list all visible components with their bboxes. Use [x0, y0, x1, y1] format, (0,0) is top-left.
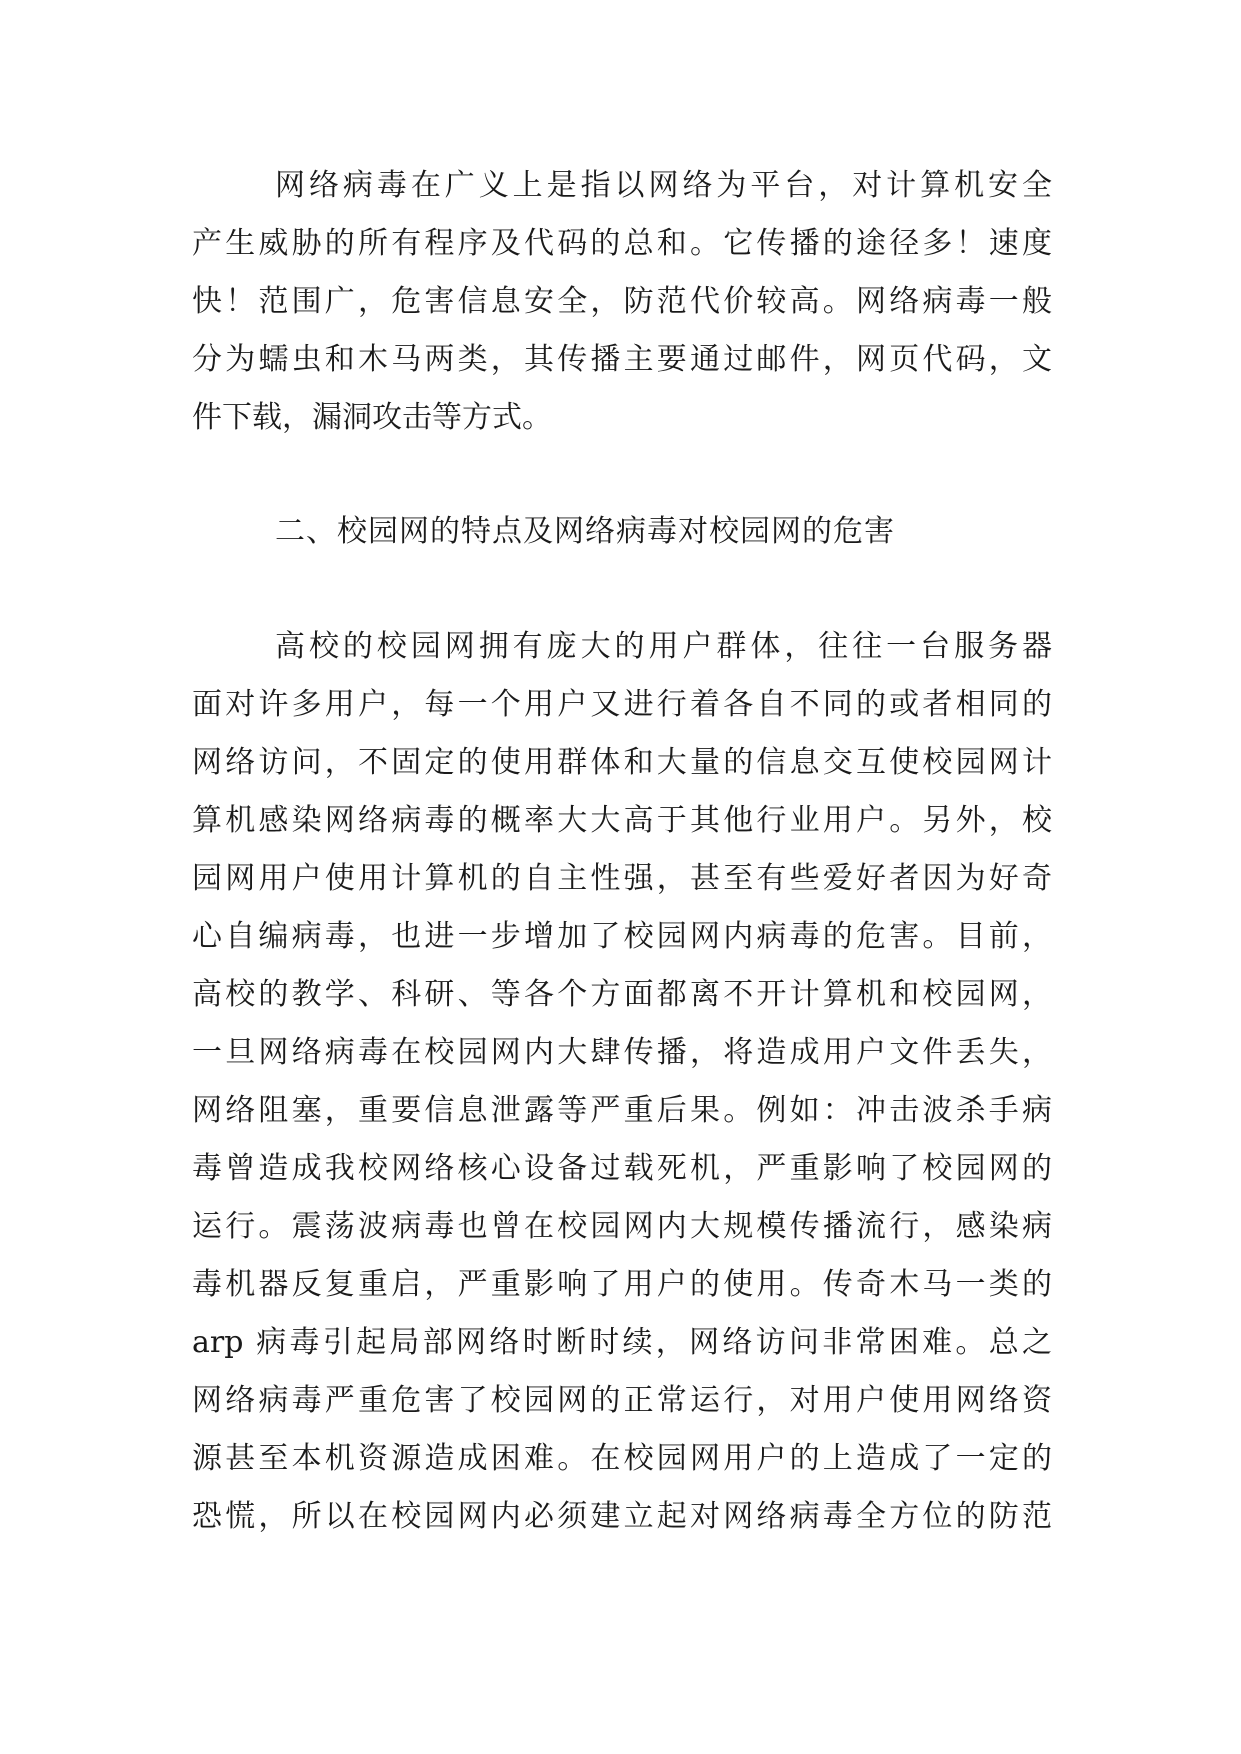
paragraph-2-line-14: 网络病毒严重危害了校园网的正常运行，对用户使用网络资	[192, 1383, 1052, 1418]
paragraph-2-line-15: 源甚至本机资源造成困难。在校园网用户的上造成了一定的	[192, 1441, 1052, 1476]
paragraph-2-line-16: 恐慌，所以在校园网内必须建立起对网络病毒全方位的防范	[192, 1499, 1052, 1534]
paragraph-2-line-7: 高校的教学、科研、等各个方面都离不开计算机和校园网，	[192, 977, 1052, 1012]
paragraph-2-line-13: arp 病毒引起局部网络时断时续，网络访问非常困难。总之	[192, 1325, 1052, 1360]
paragraph-1-line-2: 产生威胁的所有程序及代码的总和。它传播的途径多！速度	[192, 226, 1052, 261]
paragraph-2-line-11: 运行。震荡波病毒也曾在校园网内大规模传播流行，感染病	[192, 1209, 1052, 1244]
paragraph-1-line-3: 快！范围广，危害信息安全，防范代价较高。网络病毒一般	[192, 284, 1052, 319]
section-heading: 二、校园网的特点及网络病毒对校园网的危害	[275, 514, 895, 549]
paragraph-1-line-5: 件下载，漏洞攻击等方式。	[192, 400, 552, 435]
paragraph-2-line-5: 园网用户使用计算机的自主性强，甚至有些爱好者因为好奇	[192, 861, 1052, 896]
paragraph-2-line-3: 网络访问，不固定的使用群体和大量的信息交互使校园网计	[192, 745, 1052, 780]
paragraph-2-line-8: 一旦网络病毒在校园网内大肆传播，将造成用户文件丢失，	[192, 1035, 1052, 1070]
paragraph-2-line-9: 网络阻塞，重要信息泄露等严重后果。例如：冲击波杀手病	[192, 1093, 1052, 1128]
paragraph-2-line-12: 毒机器反复重启，严重影响了用户的使用。传奇木马一类的	[192, 1267, 1052, 1302]
paragraph-2-line-1: 高校的校园网拥有庞大的用户群体，往往一台服务器	[275, 629, 1052, 664]
paragraph-2-line-2: 面对许多用户，每一个用户又进行着各自不同的或者相同的	[192, 687, 1052, 722]
paragraph-2-line-10: 毒曾造成我校网络核心设备过载死机，严重影响了校园网的	[192, 1151, 1052, 1186]
paragraph-2-line-6: 心自编病毒，也进一步增加了校园网内病毒的危害。目前，	[192, 919, 1052, 954]
paragraph-2-line-4: 算机感染网络病毒的概率大大高于其他行业用户。另外，校	[192, 803, 1052, 838]
paragraph-1-line-1: 网络病毒在广义上是指以网络为平台，对计算机安全	[275, 168, 1052, 203]
paragraph-1-line-4: 分为蠕虫和木马两类，其传播主要通过邮件，网页代码，文	[192, 342, 1052, 377]
